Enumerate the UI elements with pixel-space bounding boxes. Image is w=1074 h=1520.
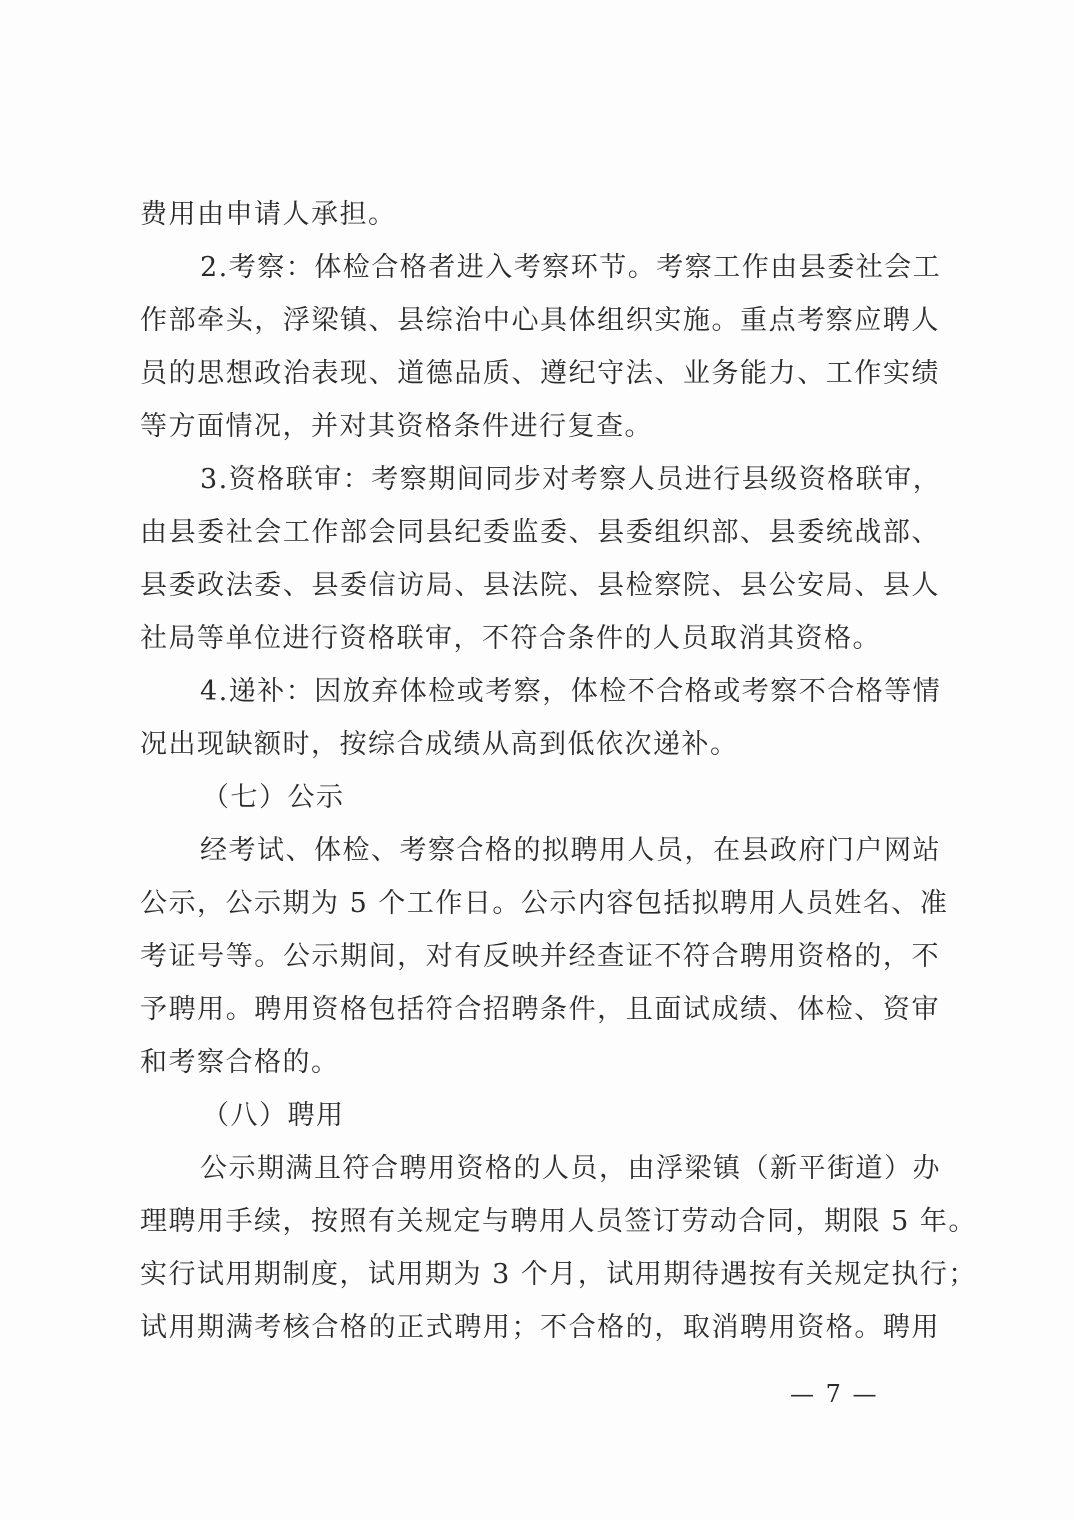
text-line: 费用由申请人承担。 [140, 199, 397, 230]
text-line: 员的思想政治表现、道德品质、遵纪守法、业务能力、工作实绩 [140, 358, 940, 389]
text-line: 予聘用。聘用资格包括符合招聘条件，且面试成绩、体检、资审 [140, 994, 940, 1025]
text-line: 社局等单位进行资格联审，不符合条件的人员取消其资格。 [140, 623, 881, 654]
text-line: 等方面情况，并对其资格条件进行复查。 [140, 411, 653, 442]
body-text [140, 188, 977, 1354]
text-line: 由县委社会工作部会同县纪委监委、县委组织部、县委统战部、 [140, 517, 940, 548]
text-line: 公示期满且符合聘用资格的人员，由浮梁镇（新平街道）办 [200, 1153, 941, 1184]
text-line: 和考察合格的。 [140, 1047, 340, 1078]
text-line: 县委政法委、县委信访局、县法院、县检察院、县公安局、县人 [140, 570, 940, 601]
text-line: 实行试用期制度，试用期为 3 个月，试用期待遇按有关规定执行； [140, 1259, 977, 1290]
text-line: 2.考察：体检合格者进入考察环节。考察工作由县委社会工 [200, 252, 942, 283]
text-line: 试用期满考核合格的正式聘用；不合格的，取消聘用资格。聘用 [140, 1312, 940, 1343]
section-heading: （八）聘用 [202, 1100, 345, 1131]
text-line: 4.递补：因放弃体检或考察，体检不合格或考察不合格等情 [200, 676, 942, 707]
text-line: 理聘用手续，按照有关规定与聘用人员签订劳动合同，期限 5 年。 [140, 1206, 977, 1237]
text-line: 考证号等。公示期间，对有反映并经查证不符合聘用资格的，不 [140, 941, 940, 972]
section-heading: （七）公示 [202, 782, 345, 813]
page-number: — 7 — [790, 1380, 879, 1408]
text-line: 公示，公示期为 5 个工作日。公示内容包括拟聘用人员姓名、准 [140, 888, 949, 919]
text-line: 经考试、体检、考察合格的拟聘用人员，在县政府门户网站 [200, 835, 941, 866]
text-line: 况出现缺额时，按综合成绩从高到低依次递补。 [140, 729, 739, 760]
text-line: 作部牵头，浮梁镇、县综治中心具体组织实施。重点考察应聘人 [140, 305, 940, 336]
text-line: 3.资格联审：考察期间同步对考察人员进行县级资格联审， [200, 464, 942, 495]
